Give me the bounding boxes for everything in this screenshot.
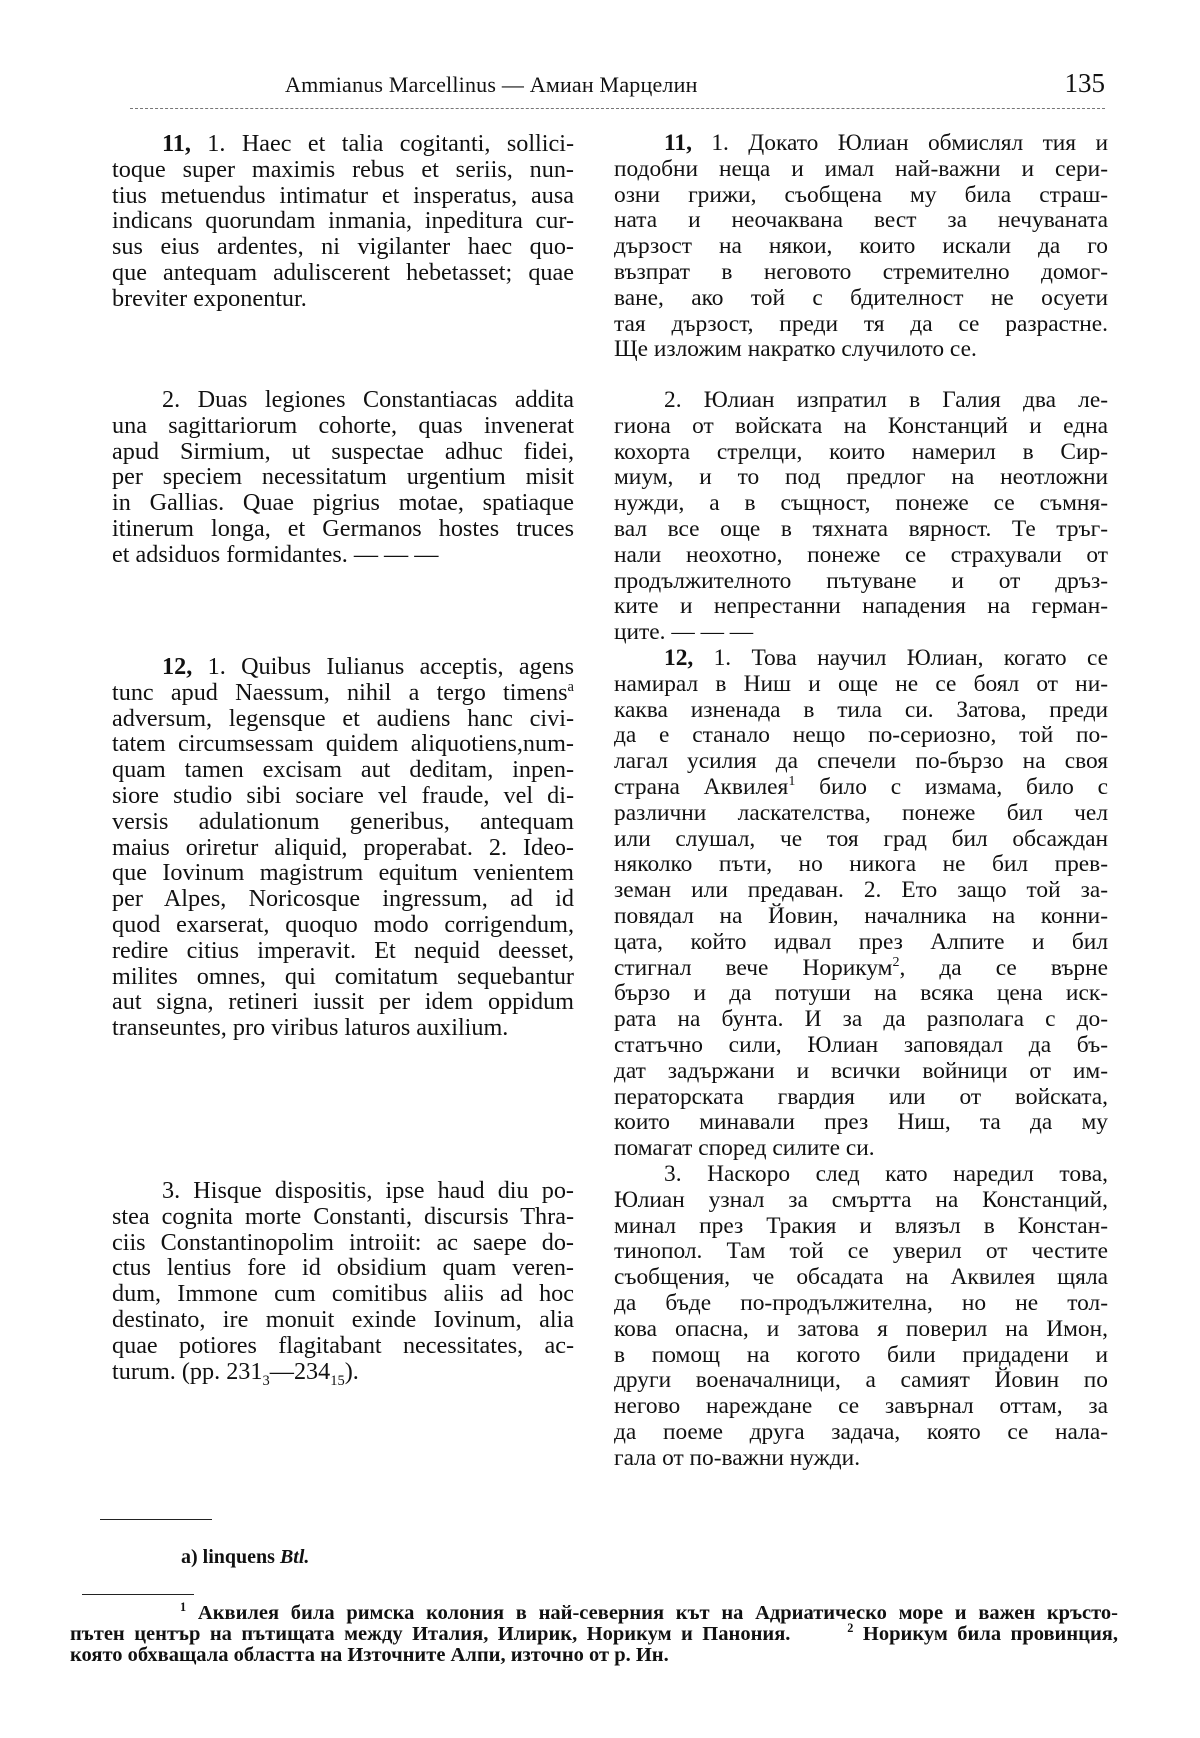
- text-line: quod exarserat, quoquo modo corrigendum,: [112, 910, 574, 938]
- text-line: цата, който идвал през Алпите и бил: [614, 928, 1108, 955]
- text-line: различни ласкателства, понеже бил чел: [614, 799, 1108, 826]
- text-line: възпрат в неговото стремително домог-: [614, 258, 1108, 285]
- header-rule: [130, 108, 1105, 109]
- footnote-marker: 1: [788, 773, 796, 790]
- text-line: aut signa, retineri iussit per idem oppidum: [112, 988, 574, 1016]
- bulgarian-section-12-1: [614, 646, 1108, 1162]
- text-line: други военачалници, а самият Йовин по: [614, 1367, 1108, 1394]
- text-line: гиона от войската на Констанций и една: [614, 412, 1108, 439]
- text-line: тинопол. Там той се уверил от честите: [614, 1238, 1108, 1265]
- bulgarian-section-12-3: [614, 1162, 1108, 1472]
- text-line: ciis Constantinopolim introiit: ac saepe do-: [112, 1228, 574, 1256]
- text-line: destinato, ire monuit exinde Iovinum, alia: [112, 1305, 574, 1333]
- text-line: страна Аквилея$^1$ било с измама, било с: [614, 773, 1108, 800]
- text-line: ната и неочаквана вест за нечуваната: [614, 207, 1108, 234]
- bulgarian-section-11-1: [614, 131, 1108, 363]
- text-line: негово нареждане се завърнал оттам, за: [614, 1393, 1108, 1420]
- footnote-text-line: която обхващала областта на Източните Алпи, източно от р. Ин.: [70, 1644, 669, 1666]
- critical-apparatus-note: a) linquens Btl.: [181, 1546, 310, 1568]
- page-number: 135: [1064, 68, 1105, 98]
- text-line: дат задържани и всички войници от им-: [614, 1057, 1108, 1084]
- latin-section-12-3: [112, 1177, 574, 1389]
- text-line: тая дързост, преди тя да се разрастне.: [614, 310, 1108, 337]
- text-line: una sagittariorum cohorte, quas invenerat: [112, 411, 574, 439]
- text-line: adversum, legensque et audiens hanc civi-: [112, 704, 574, 732]
- footnote-marker: 2: [892, 953, 900, 970]
- text-line: que antequam aduliscerent hebetasset; quae: [112, 258, 574, 286]
- text-line: нужди, а в същност, понеже се съмня-: [614, 490, 1108, 517]
- text-line: indicans quorundam inmania, inpeditura cur-: [112, 207, 574, 235]
- text-line: 3. Наскоро след като наредил това,: [664, 1161, 1108, 1187]
- text-line: Юлиан узнал за смъртта на Констанций,: [614, 1186, 1108, 1213]
- text-line: 2. Юлиан изпратил в Галия два ле-: [664, 387, 1108, 413]
- text-line: que Iovinum magistrum equitum venientem: [112, 859, 574, 887]
- text-line: dum, Immone cum comitibus aliis ad hoc: [112, 1280, 574, 1308]
- text-line: да е станало нещо по-сериозно, той по-: [614, 722, 1108, 749]
- text-line: съобщения, че обсадата на Аквилея щяла: [614, 1264, 1108, 1291]
- text-line: tius metuendus intimatur et insperatus, ausa: [112, 181, 574, 209]
- footnote-rule-latin: [100, 1519, 212, 1520]
- text-line: рата на бунта. И за да разполага с до-: [614, 1006, 1108, 1033]
- text-line: статъчно сили, Юлиан заповядал да бъ-: [614, 1031, 1108, 1058]
- text-line: breviter exponentur.: [112, 284, 307, 312]
- text-line: да бъде по-продължителна, но не тол-: [614, 1289, 1108, 1316]
- text-line: стигнал вече Норикум$^2$, да се върне: [614, 953, 1109, 981]
- text-line: 3. Hisque dispositis, ipse haud diu po-: [162, 1177, 574, 1204]
- text-line: кохорта стрелци, които намерил в Сир-: [614, 438, 1108, 465]
- text-line: ците. — — —: [614, 619, 754, 646]
- text-line: бързо и да потуши на всяка цена иск-: [614, 980, 1108, 1007]
- text-line: Ще изложим накратко случилото се.: [614, 336, 977, 363]
- text-line: versis adulationum generibus, antequam: [112, 807, 574, 835]
- text-line: sus eius ardentes, ni vigilanter haec quo-: [112, 233, 574, 261]
- text-line: дързост на някои, които искали да го: [614, 233, 1108, 260]
- text-line: quae potiores flagitabant necessitates, ac-: [112, 1331, 574, 1359]
- footnote-rule-bottom: [82, 1594, 194, 1595]
- text-line: itinerum longa, et Germanos hostes truces: [112, 514, 574, 542]
- chapter-number: 11,: [664, 130, 692, 156]
- footnotes: [70, 1600, 1119, 1666]
- footnote-marker: a: [567, 678, 574, 695]
- chapter-number: 11,: [162, 130, 191, 157]
- text-line: toque super maximis rebus et seriis, nun-: [112, 155, 574, 183]
- running-header: [100, 68, 1105, 102]
- text-line: 11, 1. Haec et talia cogitanti, sollici-: [162, 130, 574, 157]
- text-line: или слушал, че тоя град бил обсаждан: [614, 825, 1108, 852]
- text-line: 12, 1. Това научил Юлиан, когато се: [664, 645, 1108, 671]
- text-line: ператорската гвардия или от войската,: [614, 1083, 1108, 1110]
- text-line: да поеме друга задача, която се нала-: [614, 1418, 1108, 1445]
- footnote-2-marker: 2: [847, 1621, 854, 1636]
- text-line: milites omnes, qui comitatum sequebantur: [112, 962, 574, 990]
- text-line: ване, ако той с бдителност не осуети: [614, 284, 1108, 311]
- text-line: лагал усилия да спечели по-бързо на своя: [614, 748, 1108, 775]
- text-line: подобни неща и имал най-важни и сери-: [614, 155, 1108, 182]
- text-line: повядал на Йовин, началника на конни-: [614, 902, 1108, 929]
- latin-section-11-2: [112, 387, 574, 568]
- text-line: et adsiduos formidantes. — — —: [112, 540, 439, 568]
- text-line: siore studio sibi sociare vel fraude, vel di-: [112, 781, 574, 809]
- text-line: per speciem necessitatum urgentium misit: [112, 463, 574, 491]
- chapter-number: 12,: [162, 653, 193, 680]
- text-line: земан или предаван. 2. Ето защо той за-: [614, 877, 1108, 904]
- text-line: няколко пъти, но никога не бил прев-: [614, 851, 1108, 878]
- latin-section-11-1: [112, 131, 574, 312]
- chapter-number: 12,: [664, 645, 694, 671]
- text-line: минал през Тракия и влязъл в Констан-: [614, 1212, 1108, 1239]
- text-line-citation: turum. (pp. $231_3—234_{15}$).: [112, 1357, 359, 1389]
- text-line: 11, 1. Докато Юлиан обмислял тия и: [664, 130, 1108, 156]
- text-line: ките и непрестанни нападения на герман-: [614, 593, 1108, 620]
- text-line: transeuntes, pro viribus laturos auxilium.: [112, 1014, 509, 1042]
- text-line: в помощ на когото били придадени и: [614, 1341, 1108, 1368]
- text-line: ctus lentius fore id obsidium quam veren-: [112, 1254, 574, 1282]
- text-line: tunc apud Naessum, nihil a tergo timens$^a$: [112, 678, 574, 706]
- footnote-text-line: пътен център на пътищата между Италия, Илирик, Норикум и Панония. $^2$ Норикум била провинция,: [70, 1621, 1119, 1645]
- text-line: вал все още в тяхната вярност. Те тръг-: [614, 515, 1108, 542]
- text-line: които минавали през Ниш, та да му: [614, 1109, 1108, 1136]
- text-line: миум, и то под предлог на неотложни: [614, 464, 1108, 491]
- text-line: продължителното пътуване и от дръз-: [614, 567, 1108, 594]
- text-line: каква изненада в тила си. Затова, преди: [614, 696, 1108, 723]
- text-line: quam tamen excisam aut deditam, inpen-: [112, 756, 574, 784]
- text-line: помагат според силите си.: [614, 1135, 875, 1162]
- text-line: озни грижи, съобщена му била страш-: [614, 181, 1108, 208]
- text-line: redire citius imperavit. Et nequid deesset,: [112, 936, 574, 964]
- text-line: 12, 1. Quibus Iulianus acceptis, agens: [162, 653, 574, 680]
- text-line: per Alpes, Noricosque ingressum, ad id: [112, 885, 574, 913]
- text-line: apud Sirmium, ut suspectae adhuc fidei,: [112, 437, 574, 465]
- text-line: нали неохотно, понеже се страхували от: [614, 541, 1108, 568]
- text-line: maius oriretur aliquid, properabat. 2. Ideo-: [112, 833, 574, 861]
- text-line: 2. Duas legiones Constantiacas addita: [162, 386, 574, 413]
- running-title: Ammianus Marcellinus — Амиан Марцелин: [285, 72, 698, 97]
- text-line: tatem circumsessam quidem aliquotiens,num-: [112, 730, 574, 758]
- text-line: намирал в Ниш и още не се боял от ни-: [614, 670, 1108, 697]
- text-line: гала от по-важни нужди.: [614, 1444, 861, 1471]
- bulgarian-section-11-2: [614, 388, 1108, 646]
- text-line: in Gallias. Quae pigrius motae, spatiaque: [112, 489, 574, 517]
- text-line: кова опасна, и затова я поверил на Имон,: [614, 1315, 1108, 1342]
- footnote-1: $^1$ Аквилея била римска колония в най-северния кът на Адриатическо море и важен кръсто-: [180, 1600, 1119, 1624]
- text-line: stea cognita morte Constanti, discursis Thra-: [112, 1202, 574, 1230]
- latin-section-12-1: [112, 654, 574, 1041]
